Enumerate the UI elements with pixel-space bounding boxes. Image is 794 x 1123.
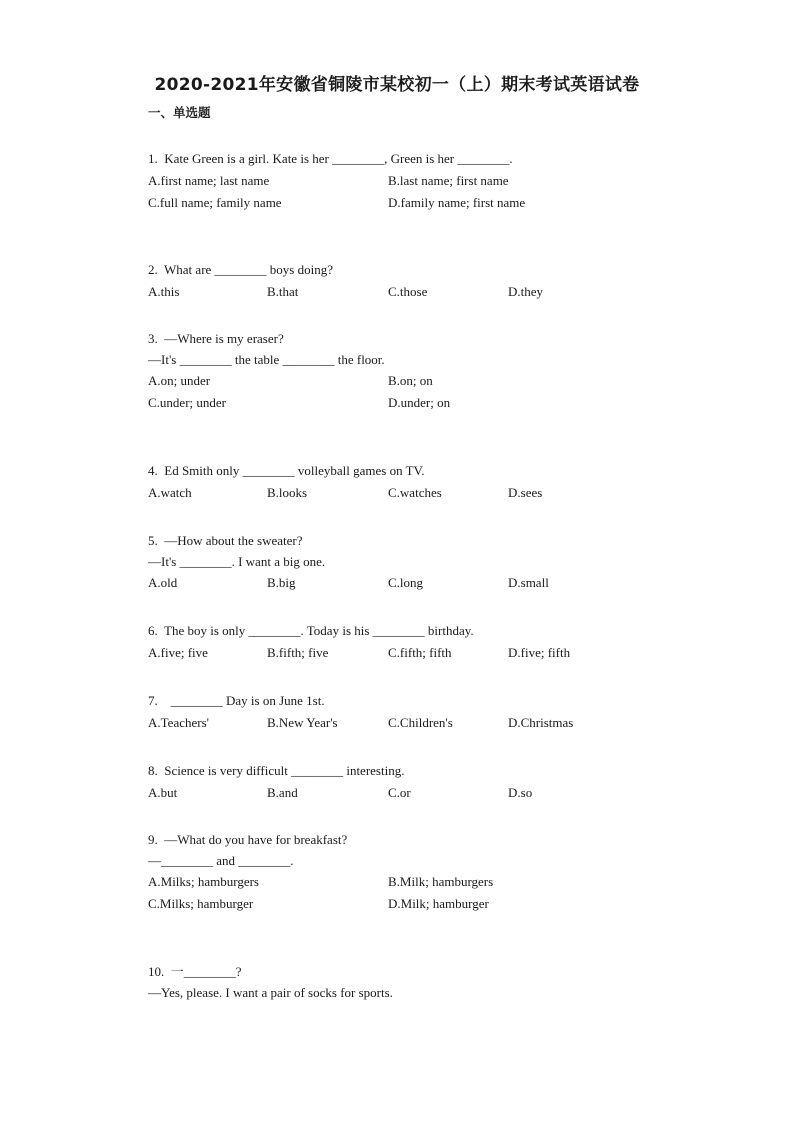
options-row (148, 642, 668, 664)
question-text: —It's ________. I want a big one. (148, 554, 326, 569)
option-a[interactable]: A.first name; last name (148, 173, 270, 188)
options-row (148, 370, 668, 392)
question-text: Science is very difficult ________ interesting. (164, 763, 405, 778)
option-c[interactable]: C.watches (388, 485, 442, 500)
question-7 (148, 690, 668, 734)
option-a[interactable]: A.five; five (148, 645, 208, 660)
options-row (148, 392, 668, 414)
question-number: 7. (148, 693, 158, 708)
options-row (148, 482, 668, 504)
question-stem (148, 690, 668, 712)
option-d[interactable]: D.sees (508, 485, 543, 500)
question-text: —Yes, please. I want a pair of socks for sports. (148, 985, 393, 1000)
question-text: —How about the sweater? (164, 533, 303, 548)
options-row (148, 893, 668, 915)
option-b[interactable]: B.fifth; five (267, 645, 329, 660)
option-d[interactable]: D.so (508, 785, 533, 800)
question-number: 1. (148, 151, 158, 166)
question-stem (148, 259, 668, 281)
option-d[interactable]: D.Milk; hamburger (388, 896, 489, 911)
question-number: 2. (148, 262, 158, 277)
option-c[interactable]: C.full name; family name (148, 195, 282, 210)
question-3 (148, 328, 668, 414)
question-9 (148, 829, 668, 915)
question-text: 一________? (170, 964, 242, 979)
options-row (148, 782, 668, 804)
option-d[interactable]: D.family name; first name (388, 195, 526, 210)
question-number: 4. (148, 463, 158, 478)
option-b[interactable]: B.and (267, 785, 298, 800)
option-a[interactable]: A.Milks; hamburgers (148, 874, 259, 889)
option-d[interactable]: D.small (508, 575, 549, 590)
option-b[interactable]: B.last name; first name (388, 173, 509, 188)
option-a[interactable]: A.old (148, 575, 178, 590)
question-stem (148, 760, 668, 782)
question-2 (148, 259, 668, 303)
page-title: 2020-2021年安徽省铜陵市某校初一（上）期末考试英语试卷 (154, 75, 640, 95)
question-5 (148, 530, 668, 594)
option-b[interactable]: B.that (267, 284, 299, 299)
question-text: —________ and ________. (148, 853, 294, 868)
option-a[interactable]: A.this (148, 284, 180, 299)
section-heading: 一、单选题 (148, 105, 211, 120)
question-text: The boy is only ________. Today is his ________ birthday. (164, 623, 474, 638)
option-c[interactable]: C.those (388, 284, 428, 299)
question-text: Kate Green is a girl. Kate is her ________, Green is her ________. (164, 151, 513, 166)
question-8 (148, 760, 668, 804)
option-d[interactable]: D.five; fifth (508, 645, 571, 660)
question-number: 8. (148, 763, 158, 778)
question-stem (148, 328, 668, 349)
option-b[interactable]: B.Milk; hamburgers (388, 874, 494, 889)
option-c[interactable]: C.Milks; hamburger (148, 896, 254, 911)
option-b[interactable]: B.on; on (388, 373, 433, 388)
question-number: 10. (148, 964, 165, 979)
question-stem (148, 460, 668, 482)
option-d[interactable]: D.under; on (388, 395, 451, 410)
option-c[interactable]: C.long (388, 575, 424, 590)
question-stem (148, 961, 668, 982)
option-d[interactable]: D.they (508, 284, 544, 299)
options-row (148, 170, 668, 192)
options-row (148, 871, 668, 893)
question-text: —It's ________ the table ________ the floor. (148, 352, 385, 367)
options-row (148, 192, 668, 214)
option-a[interactable]: A.on; under (148, 373, 211, 388)
question-number: 5. (148, 533, 158, 548)
option-a[interactable]: A.Teachers' (148, 715, 209, 730)
option-c[interactable]: C.Children's (388, 715, 453, 730)
question-4 (148, 460, 668, 504)
option-b[interactable]: B.big (267, 575, 296, 590)
options-row (148, 712, 668, 734)
question-text: Ed Smith only ________ volleyball games on TV. (164, 463, 425, 478)
option-a[interactable]: A.but (148, 785, 178, 800)
question-text: What are ________ boys doing? (164, 262, 333, 277)
option-c[interactable]: C.fifth; fifth (388, 645, 452, 660)
question-number: 3. (148, 331, 158, 346)
question-number: 9. (148, 832, 158, 847)
option-c[interactable]: C.or (388, 785, 411, 800)
question-stem (148, 530, 668, 551)
question-number: 6. (148, 623, 158, 638)
question-text: —What do you have for breakfast? (164, 832, 348, 847)
option-b[interactable]: B.New Year's (267, 715, 338, 730)
option-b[interactable]: B.looks (267, 485, 308, 500)
question-text: ________ Day is on June 1st. (170, 693, 325, 708)
options-row (148, 281, 668, 303)
option-c[interactable]: C.under; under (148, 395, 226, 410)
question-1 (148, 148, 668, 214)
question-10 (148, 961, 668, 1003)
question-6 (148, 620, 668, 664)
question-stem (148, 829, 668, 850)
option-d[interactable]: D.Christmas (508, 715, 574, 730)
option-a[interactable]: A.watch (148, 485, 192, 500)
question-text: —Where is my eraser? (164, 331, 284, 346)
question-stem (148, 148, 668, 170)
options-row (148, 572, 668, 594)
question-stem (148, 620, 668, 642)
